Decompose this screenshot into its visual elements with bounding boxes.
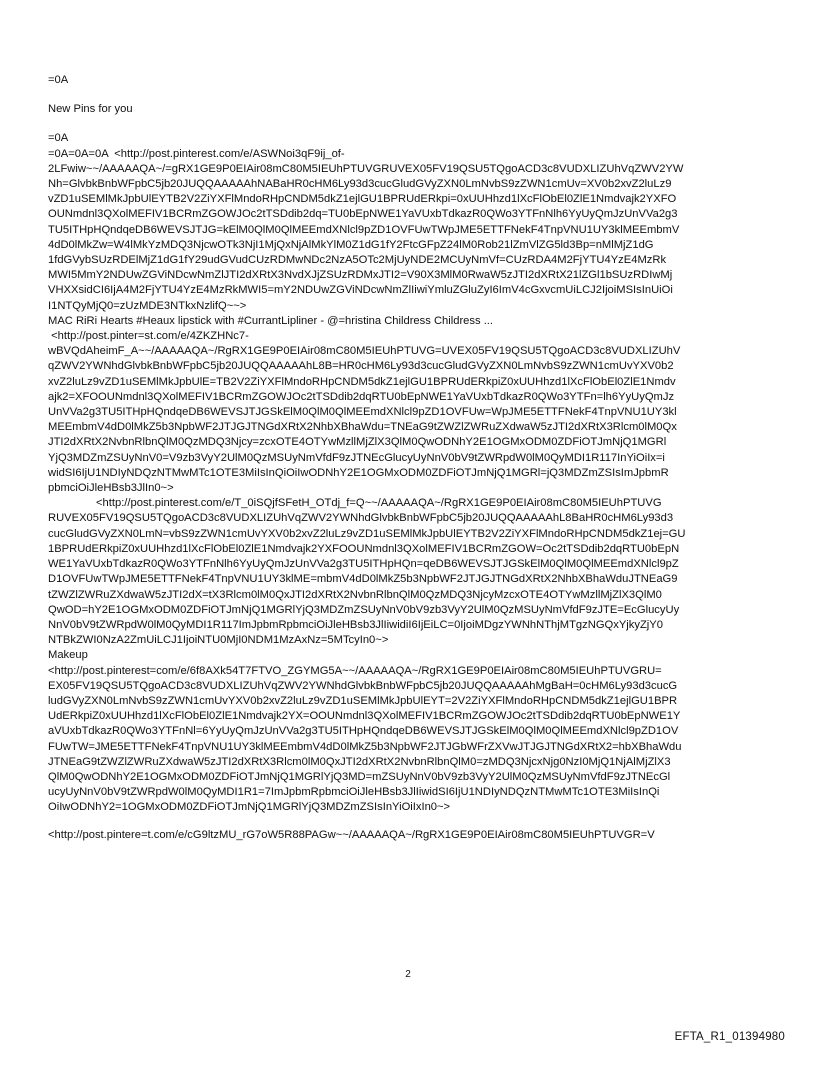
text-line: wBVQdAheimF_A~~/AAAAAQA~/RgRX1GE9P0EIAir08mC80M5IEUhPTUVG=UVEX05FV19QSU5TQgoACD3c8VUDXLIZUhV [48, 345, 681, 358]
text-line: tZWZlZWRuZXdwaW5zJTI2dX=tX3Rlcm0lM0QxJTI2dXRtX2NvbnRlbnQlM0QzMDQ3NjcyMzcxOTE4OTYwMzllMjZlX3QlM0 [48, 588, 662, 601]
text-line: JTI2dXRtX2NvbnRlbnQlM0QzMDQ3Njcy=zcxOTE4OTYwMzllMjZlX3QlM0QwODNhY2E1OGMxODM0ZDFiOTJmNjQ1MGRl [48, 436, 667, 449]
text-line: FUwTW=JME5ETTFNekF4TnpVNU1UY3klMEEmbmV4dD0lMkZ5b3NpbWF2JTJGbWFrZXVwJTJGJTNGdXRtX2=hbXBhaWdu [48, 740, 682, 753]
paragraph-gap [48, 88, 786, 102]
text-line: <http://post.pinter=st.com/e/4ZKZHNc7- [48, 330, 249, 343]
text-line: =0A=0A=0A <http://post.pinterest.com/e/ASWNoi3qF9ij_of- [48, 147, 345, 160]
text-line: MAC RiRi Hearts #Heaux lipstick with #CurrantLipliner - @=hristina Childress Childress ... [48, 314, 494, 327]
text-line: UnVVa2g3TU5ITHpHQndqeDB6WEVSJTJGSkElM0QlM0QlMEEmdXNlcl9pZD1OVFUw=WpJME5ETTFNekF4TnpVNU1UY3kl [48, 406, 677, 419]
text-line: RUVEX05FV19QSU5TQgoACD3c8VUDXLIZUhVqZWV2YWNhdGlvbkBnbWFpbC5jb20JUQQAAAAAhL8BaHR0cHM6Ly93d3 [48, 512, 674, 525]
text-line: 4dD0lMkZw=W4lMkYzMDQ3NjcwOTk3NjI1MjQxNjAlMkYlM0Z1dG1fY2FtcGFpZ24lM0Rob21lZmVlZG5ld3Bp=nMlMjZ1dG [48, 238, 654, 251]
text-line: JTNEaG9tZWZlZWRuZXdwaW5zJTI2dXRtX3Rlcm0lM0QxJTI2dXRtX2NvbnRlbnQlM0=zMDQ3NjcxNjg0NzI0MjQ1NjAlMjZlX3 [48, 755, 671, 768]
text-line: OiIwODNhY2=1OGMxODM0ZDFiOTJmNjQ1MGRlYjQ3MDZmZSIsInYiOiIxIn0~> [48, 801, 451, 814]
text-line: cucGludGVyZXN0LmN=vbS9zZWN1cmUvYXV0b2xvZ2luLz9vZD1uSEMlMkJpbUlEYTB2V2ZiYXFlMndoRHpCNDM5dkZ1ej=GU [48, 527, 686, 540]
text-line: New Pins for you [48, 103, 133, 116]
document-body [48, 73, 786, 843]
text-line: MWI5MmY2NDUwZGViNDcwNmZlJTI2dXRtX3NvdXJjZSUzRDMxJTI2=V90X3MlM0RwaW5zJTI2dXRtX21lZGl1bSUzRDIwMj [48, 269, 673, 282]
text-line: D1OVFUwTWpJME5ETTFNekF4TnpVNU1UY3klME=mbmV4dD0lMkZ5b3NpbWF2JTJGJTNGdXRtX2NhbXBhaWduJTNEaG9 [48, 573, 678, 586]
page-number: 2 [405, 969, 411, 980]
text-line: aVUxbTdkazR0QWo3YTFnNl=6YyUyQmJzUnVVa2g3TU5ITHpHQndqeDB6WEVSJTJGSkElM0QlM0QlMEEmdXNlcl9pZD1OV [48, 725, 679, 738]
text-line: I1NTQyMjQ0=zUzMDE3NTkxNzlifQ~~> [48, 299, 247, 312]
text-line: VHXXsidCI6IjA4M2FjYTU4YzE4MzRkMWI5=mY2NDUwZGViNDcwNmZlIiwiYmluZGluZyI6ImV4cGxvcmUiLCJ2IjoiMSIsInUiOi [48, 284, 673, 297]
document-id-footer: EFTA_R1_01394980 [674, 1031, 785, 1043]
text-line: <http://post.pintere=t.com/e/cG9ltzMU_rG7oW5R88PAGw~~/AAAAAQA~/RgRX1GE9P0EIAir08mC80M5IEUhPTUVGR=V [48, 828, 655, 841]
text-line: ajk2=XFOOUNmdnl3QXolMEFIV1BCRmZGOWJOc2tTSDdib2dqRTU0bEpNWE1YaVUxbTdkazR0QWo3YTFn=lh6YyUyQmJz [48, 390, 675, 403]
text-line: xvZ2luLz9vZD1uSEMlMkJpbUlE=TB2V2ZiYXFlMndoRHpCNDM5dkZ1ejlGU1BPRUdERkpiZ0xUUHhzd1lXcFlObEl0ZlE1Nmdv [48, 375, 676, 388]
text-line: ludGVyZXN0LmNvbS9zZWN1cmUvYXV0b2xvZ2luLz9vZD1uSEMlMkJpbUlEYT=2V2ZiYXFlMndoRHpCNDM5dkZ1ejlGU1BPR [48, 694, 678, 707]
text-line: 1fdGVybSUzRDElMjZ1dG1fY29udGVudCUzRDMwNDc2NzA5OTc2MjUyNDE2MCUyNmVf=CUzRDA4M2FjYTU4YzE4MzRk [48, 254, 667, 267]
text-line: widSI6IjU1NDIyNDQzNTMwMTc1OTE3MiIsInQiOiIwODNhY2E1OGMxODM0ZDFiOTJmNjQ1MGRl=jQ3MDZmZSIsImJpbmR [48, 466, 669, 479]
text-line: Makeup [48, 649, 88, 662]
text-line: MEEmbmV4dD0lMkZ5b3NpbWF2JTJGJTNGdXRtX2NhbXBhaWdu=TNEaG9tZWZlZWRuZXdwaW5zJTI2dXRtX3Rlcm0lM0Qx [48, 421, 677, 434]
text-line: <http://post.pinterest=com/e/6f8AXk54T7FTVO_ZGYMG5A~~/AAAAAQA~/RgRX1GE9P0EIAir08mC80M5IEUhPTUVGRU= [48, 664, 662, 677]
text-line: TU5ITHpHQndqeDB6WEVSJTJG=kElM0QlM0QlMEEmdXNlcl9pZD1OVFUwTWpJME5ETTFNekF4TnpVNU1UY3klMEEmbmV [48, 223, 680, 236]
paragraph-gap [48, 117, 786, 131]
text-line: 1BPRUdERkpiZ0xUUHhzd1lXcFlObEl0ZlE1Nmdvajk2YXFOOUNmdnl3QXolMEFIV1BCRmZGOW=Oc2tTSDdib2dqRTU0bEpN [48, 542, 680, 555]
text-line: <http://post.pinterest.com/e/T_0iSQjfSFetH_OTdj_f=Q~~/AAAAAQA~/RgRX1GE9P0EIAir08mC80M5IEUhPTUVG [96, 497, 662, 510]
text-line: NTBkZWI0NzA2ZmUiLCJ1IjoiNTU0MjI0NDM1MzAxNz=5MTcyIn0~> [48, 634, 389, 647]
text-line: UdERkpiZ0xUUHhzd1lXcFlObEl0ZlE1Nmdvajk2YX=OOUNmdnl3QXolMEFIV1BCRmZGOWJOc2tTSDdib2dqRTU0bEpNWE1Y [48, 710, 681, 723]
text-line: =0A [48, 132, 69, 145]
text-line: 2LFwiw~~/AAAAAQA~/=gRX1GE9P0EIAir08mC80M5IEUhPTUVGRUVEX05FV19QSU5TQgoACD3c8VUDXLIZUhVqZWV2YW [48, 162, 684, 175]
text-line: WE1YaVUxbTdkazR0QWo3YTFnNlh6YyUyQmJzUnVVa2g3TU5ITHpHQn=qeDB6WEVSJTJGSkElM0QlM0QlMEEmdXNlcl9pZ [48, 558, 679, 571]
text-line: OUNmdnl3QXolMEFIV1BCRmZGOWJOc2tTSDdib2dq=TU0bEpNWE1YaVUxbTdkazR0QWo3YTFnNlh6YyUyQmJzUnVVa2g3 [48, 208, 678, 221]
text-line: =0A [48, 74, 69, 86]
text-line: ucyUyNnV0bV9tZWRpdW0lM0QyMDI1R1=7ImJpbmRpbmciOiJleHBsb3JlIiwidSI6IjU1NDIyNDQzNTMwMTc1OTE3MiIsInQi [48, 786, 660, 799]
text-line: YjQ3MDZmZSUyNnV0=V9zb3VyY2UlM0QzMSUyNmVfdF9zJTNEcGlucyUyNnV0bV9tZWRpdW0lM0QyMDI1R117InYiOiIx=i [48, 451, 665, 464]
text-line: EX05FV19QSU5TQgoACD3c8VUDXLIZUhVqZWV2YWNhdGlvbkBnbWFpbC5jb20JUQQAAAAAhMgBaH=0cHM6Ly93d3cucG [48, 679, 678, 692]
text-line: NnV0bV9tZWRpdW0lM0QyMDI1R117ImJpbmRpbmciOiJleHBsb3JlIiwidiI6IjEiLC=0IjoiMDgzYWNhNThjMTgzNGQxYjkyZjY0 [48, 618, 663, 631]
text-line: QwOD=hY2E1OGMxODM0ZDFiOTJmNjQ1MGRlYjQ3MDZmZSUyNnV0bV9zb3VyY2UlM0QzMSUyNmVfdF9zJTE=EcGlucyUy [48, 603, 680, 616]
text-line: QlM0QwODNhY2E1OGMxODM0ZDFiOTJmNjQ1MGRlYjQ3MD=mZSUyNnV0bV9zb3VyY2UlM0QzMSUyNmVfdF9zJTNEcGl [48, 770, 671, 783]
text-line: qZWV2YWNhdGlvbkBnbWFpbC5jb20JUQQAAAAAhL8B=HR0cHM6Ly93d3cucGludGVyZXN0LmNvbS9zZWN1cmUvYXV0b2 [48, 360, 674, 373]
text-line: vZD1uSEMlMkJpbUlEYTB2V2ZiYXFlMndoRHpCNDM5dkZ1ejlGU1BPRUdERkpi=0xUUHhzd1lXcFlObEl0ZlE1Nmdvajk2YXFO [48, 193, 677, 206]
paragraph-gap [48, 816, 786, 828]
text-line: pbmciOiJleHBsb3JlIn0~> [48, 482, 174, 495]
text-line: Nh=GlvbkBnbWFpbC5jb20JUQQAAAAAhNABaHR0cHM6Ly93d3cucGludGVyZXN0LmNvbS9zZWN1cmUv=XV0b2xvZ2luLz9 [48, 178, 672, 191]
